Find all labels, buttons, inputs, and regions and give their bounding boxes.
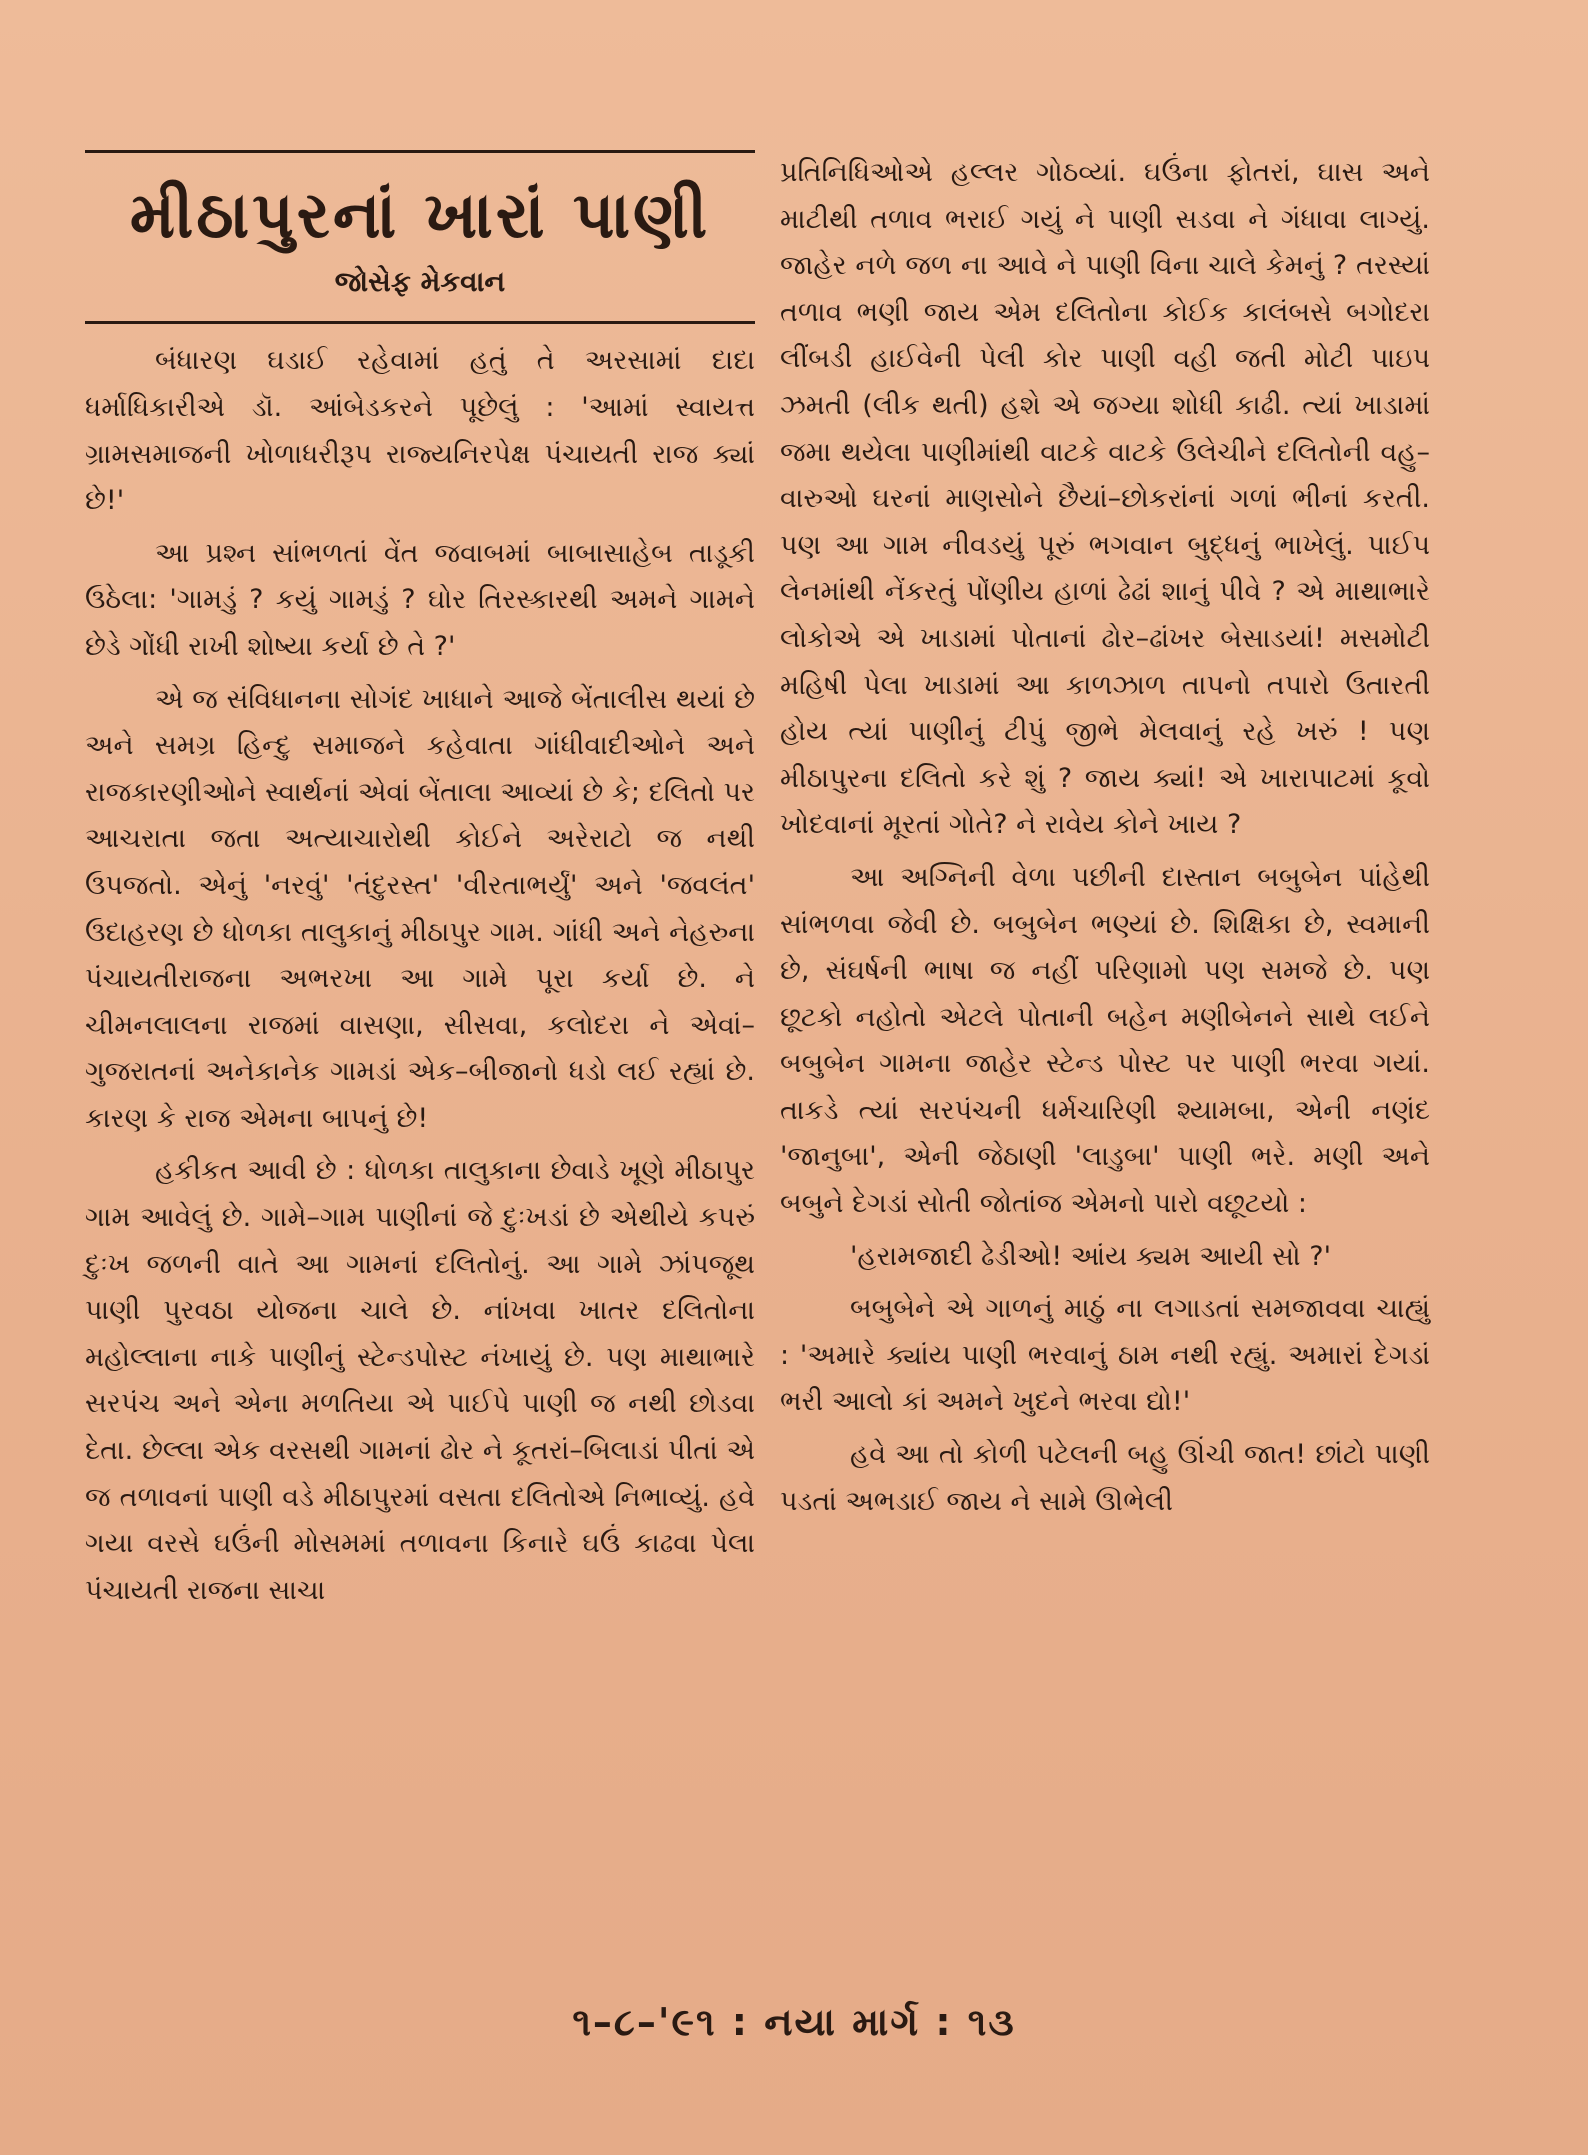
paragraph: એ જ સંવિધાનના સોગંદ ખાધાને આજે બેંતાલીસ થયાં છે અને સમગ્ર હિન્દુ સમાજને કહેવાતા ગાંધીવાદીઓને અને રાજકારણીઓને સ્વાર્થનાં એવાં બેંતાલા આવ્યાં છે કે; દલિતો પર આચરાતા જતા અત્યાચારોથી કોઈને અરેરાટો જ નથી ઉપજતો. એનું 'નરવું' 'તંદુરસ્ત' 'વીરતાભર્યું' અને 'જવલંત' ઉદાહરણ છે ધોળકા તાલુકાનું મીઠાપુર ગામ. ગાંધી અને નેહરુના પંચાયતીરાજના અભરખા આ ગામે પૂરા કર્યા છે. ને ચીમનલાલના રાજમાં વાસણા, સીસવા, કલોદરા ને એવાં–ગુજરાતનાં અનેકાનેક ગામડાં એક–બીજાનો ધડો લઈ રહ્યાં છે. કારણ કે રાજ એમના બાપનું છે! bbox=[85, 683, 755, 1134]
article-title: મીઠાપુરનાં ખારાં પાણી bbox=[129, 179, 711, 253]
paragraph: બબુબેને એ ગાળનું માઠું ના લગાડતાં સમજાવવા ચાહ્યું : 'અમારે ક્યાંય પાણી ભરવાનું ઠામ નથી રહ્યું. અમારાં દેગડાં ભરી આલો કાં અમને ખુદને ભરવા દ્યો!' bbox=[780, 1293, 1430, 1418]
paragraph: હવે આ તો કોળી પટેલની બહુ ઊંચી જાત! છાંટો પાણી પડતાં અભડાઈ જાય ને સામે ઊભેલી bbox=[780, 1439, 1430, 1517]
left-column bbox=[85, 150, 755, 1620]
title-top-rule bbox=[85, 150, 755, 153]
paragraph: બંધારણ ઘડાઈ રહેવામાં હતું તે અરસામાં દાદા ધર્માધિકારીએ ડૉ. આંબેડકરને પૂછેલું : 'આમાં સ્વાયત્ત ગ્રામસમાજની ખોળાધરીરૂપ રાજ્યનિરપેક્ષ પંચાયતી રાજ ક્યાં છે!' bbox=[85, 345, 755, 517]
title-bottom-rule bbox=[85, 321, 755, 324]
article-author: જોસેફ મેકવાન bbox=[334, 265, 506, 299]
page-footer: ૧–૮–'૯૧ : નયા માર્ગ : ૧૩ bbox=[572, 2000, 1016, 2044]
paragraph: 'હરામજાદી ઢેડીઓ! આંય ક્યમ આયી સો ?' bbox=[850, 1240, 1332, 1272]
paragraph: પ્રતિનિધિઓએ હલ્લર ગોઠવ્યાં. ઘઉંના ફોતરાં, ઘાસ અને માટીથી તળાવ ભરાઈ ગયું ને પાણી સડવા ને ગંધાવા લાગ્યું. જાહેર નળે જળ ના આવે ને પાણી વિના ચાલે કેમનું ? તરસ્યાં તળાવ ભણી જાય એમ દલિતોના કોઈક કાલંબસે બગોદરા લીંબડી હાઈવેની પેલી કોર પાણી વહી જતી મોટી પાઇપ ઝમતી (લીક થતી) હશે એ જગ્યા શોધી કાઢી. ત્યાં ખાડામાં જમા થયેલા પાણીમાંથી વાટકે વાટકે ઉલેચીને દલિતોની વહુ–વારુઓ ઘરનાં માણસોને છૈયાં–છોકરાંનાં ગળાં ભીનાં કરતી. પણ આ ગામ નીવડયું પૂરું ભગવાન બુદ્ધનું ભાખેલું. પાઈપ લેનમાંથી નેંકરતું પોંણીય હાળાં ઢેઢાં શાનું પીવે ? એ માથાભારે લોકોએ એ ખાડામાં પોતાનાં ઢોર–ઢાંખર બેસાડયાં! મસમોટી મહિષી પેલા ખાડામાં આ કાળઝાળ તાપનો તપારો ઉતારતી હોય ત્યાં પાણીનું ટીપું જીભે મેલવાનું રહે ખરું ! પણ મીઠાપુરના દલિતો કરે શું ? જાય ક્યાં! એ ખારાપાટમાં કૂવો ખોદવાનાં મૂરતાં ગોતે? ને રાવેય કોને ખાય ? bbox=[780, 157, 1430, 841]
paragraph: આ અગ્નિની વેળા પછીની દાસ્તાન બબુબેન પાંહેથી સાંભળવા જેવી છે. બબુબેન ભણ્યાં છે. શિક્ષિકા છે, સ્વમાની છે, સંઘર્ષની ભાષા જ નહીં પરિણામો પણ સમજે છે. પણ છૂટકો નહોતો એટલે પોતાની બહેન મણીબેનને સાથે લઈને બબુબેન ગામના જાહેર સ્ટેન્ડ પોસ્ટ પર પાણી ભરવા ગયાં. તાકડે ત્યાં સરપંચની ધર્મચારિણી શ્યામબા, એની નણંદ 'જાનુબા', એની જેઠાણી 'લાડુબા' પાણી ભરે. મણી અને બબુને દેગડાં સોતી જોતાંજ એમનો પારો વછૂટયો : bbox=[780, 861, 1430, 1220]
paragraph: આ પ્રશ્ન સાંભળતાં વેંત જવાબમાં બાબાસાહેબ તાડૂકી ઉઠેલા: 'ગામડું ? કયું ગામડું ? ઘોર તિરસ્કારથી અમને ગામને છેડે ગોંધી રાખી શોષ્યા કર્યા છે તે ?' bbox=[85, 537, 755, 662]
right-column bbox=[780, 150, 1430, 1531]
paragraph: હકીકત આવી છે : ધોળકા તાલુકાના છેવાડે ખૂણે મીઠાપુર ગામ આવેલું છે. ગામે–ગામ પાણીનાં જે દુઃખડાં છે એથીયે કપરું દુઃખ જળની વાતે આ ગામનાં દલિતોનું. આ ગામે ઝાંપજૂથ પાણી પુરવઠા યોજના ચાલે છે. નાંખવા ખાતર દલિતોના મહોલ્લાના નાકે પાણીનું સ્ટેન્ડપોસ્ટ નંખાયું છે. પણ માથાભારે સરપંચ અને એના મળતિયા એ પાઈપે પાણી જ નથી છોડવા દેતા. છેલ્લા એક વરસથી ગામનાં ઢોર ને કૂતરાં–બિલાડાં પીતાં એ જ તળાવનાં પાણી વડે મીઠાપુરમાં વસતા દલિતોએ નિભાવ્યું. હવે ગયા વરસે ઘઉંની મોસમમાં તળાવના કિનારે ઘઉં કાઢવા પેલા પંચાયતી રાજના સાચા bbox=[85, 1155, 755, 1606]
